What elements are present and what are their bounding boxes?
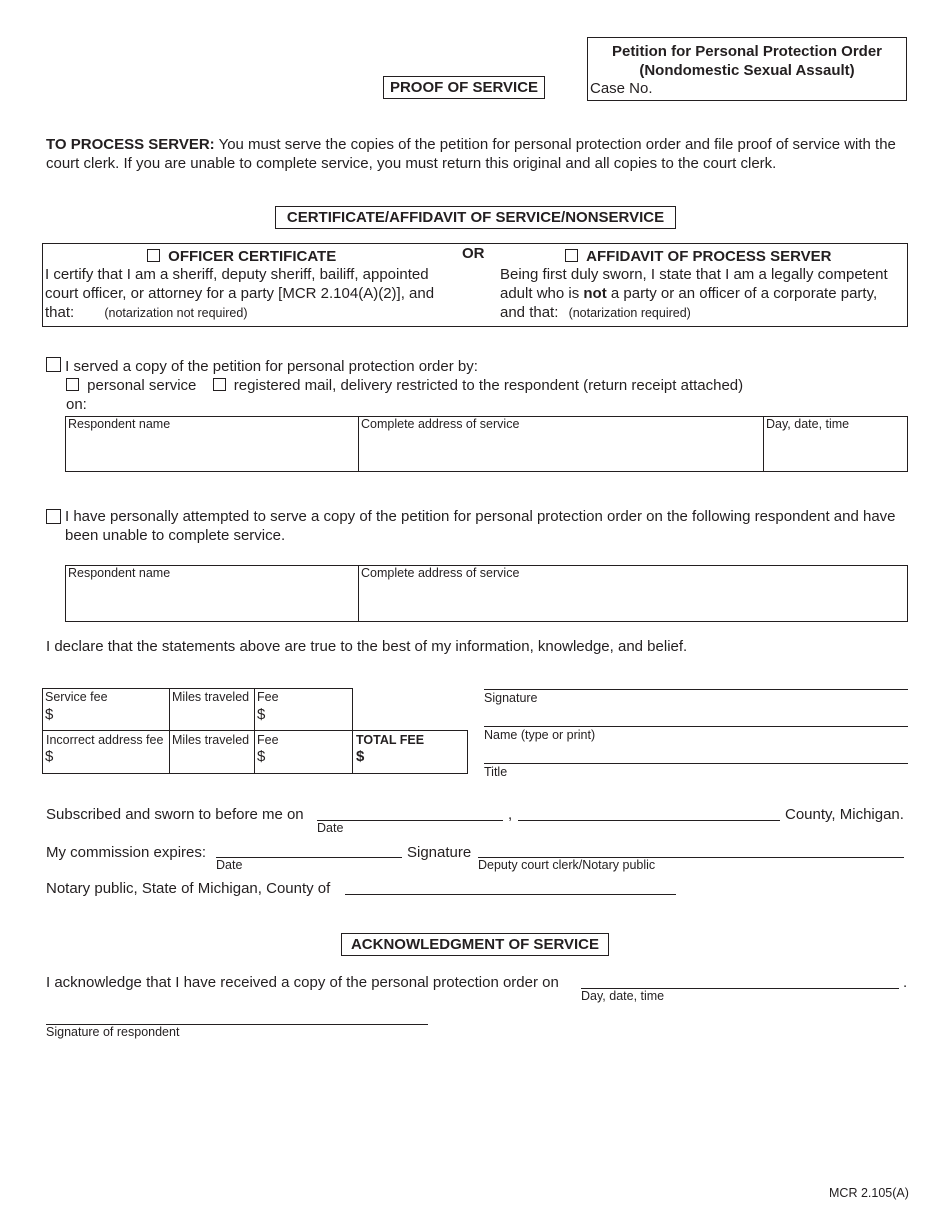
- fee-label-1: Fee: [257, 690, 279, 704]
- case-no-label: Case No.: [590, 80, 653, 97]
- total-fee-label: TOTAL FEE: [356, 733, 425, 747]
- affidavit-checkbox[interactable]: [565, 249, 578, 262]
- attempted-address-field[interactable]: Complete address of service: [361, 566, 520, 580]
- affidavit-title: AFFIDAVIT OF PROCESS SERVER: [586, 248, 832, 265]
- miles-fee-field-1[interactable]: $: [257, 706, 266, 723]
- fee-label-2: Fee: [257, 733, 279, 747]
- form-title-line1: Petition for Personal Protection Order: [611, 43, 883, 60]
- incorrect-address-fee-label: Incorrect address fee: [46, 733, 164, 747]
- personal-service-checkbox[interactable]: [66, 378, 79, 391]
- affidavit-text-before: Being first duly sworn, I state that I am a legally competent adult who is: [500, 266, 888, 302]
- subscribed-date-line[interactable]: [317, 820, 503, 821]
- process-server-instructions: [46, 135, 910, 173]
- notary-signature-label: Signature: [407, 844, 472, 861]
- county-michigan-label: County, Michigan.: [785, 806, 904, 823]
- affidavit-text-bold: not: [583, 285, 607, 302]
- form-title-box: [587, 37, 907, 101]
- name-line[interactable]: [484, 726, 908, 727]
- certificate-type-box: [42, 243, 908, 327]
- attempted-statement: I have personally attempted to serve a copy of the petition for personal protection order on the following respondent and have been unable to complete service.: [65, 508, 896, 544]
- personal-service-label: personal service: [87, 377, 197, 394]
- instructions-text: You must serve the copies of the petition for personal protection order and file proof of service with the court clerk. If you are unable to complete service, you must return this original and all copies to the court clerk.: [46, 136, 896, 172]
- incorrect-address-fee-field[interactable]: $: [45, 748, 54, 765]
- service-method-row: [66, 376, 743, 395]
- subscribed-date-label: Date: [317, 821, 344, 835]
- affidavit-text: [500, 265, 906, 322]
- respondent-signature-label: Signature of respondent: [46, 1025, 180, 1039]
- registered-mail-checkbox[interactable]: [213, 378, 226, 391]
- served-datetime-field[interactable]: Day, date, time: [766, 417, 850, 431]
- notary-county-line[interactable]: [345, 894, 676, 895]
- served-table: [65, 416, 908, 472]
- on-label: on:: [66, 396, 87, 413]
- served-address-field[interactable]: Complete address of service: [361, 417, 520, 431]
- or-label: OR: [462, 245, 485, 262]
- form-title-line2: (Nondomestic Sexual Assault): [639, 62, 855, 79]
- served-checkbox[interactable]: [46, 357, 61, 372]
- miles-traveled-label-2: Miles traveled: [172, 733, 250, 747]
- miles-traveled-label-1: Miles traveled: [172, 690, 250, 704]
- county-line[interactable]: [518, 820, 780, 821]
- proof-of-service-heading: PROOF OF SERVICE: [383, 76, 545, 99]
- officer-certificate-checkbox[interactable]: [147, 249, 160, 262]
- officer-certificate-title: OFFICER CERTIFICATE: [168, 248, 337, 265]
- notary-public-label: Notary public, State of Michigan, County of: [46, 880, 331, 897]
- acknowledgment-heading: ACKNOWLEDGMENT OF SERVICE: [341, 933, 609, 956]
- affidavit-text-after: a party or an officer of a corporate party, and that:: [500, 285, 878, 321]
- attempted-respondent-name-field[interactable]: Respondent name: [68, 566, 171, 580]
- footer-form-code: MCR 2.105(A): [829, 1186, 909, 1200]
- commission-date-line[interactable]: [216, 857, 402, 858]
- declaration-text: I declare that the statements above are true to the best of my information, knowledge, and belief.: [46, 638, 688, 655]
- attempted-row: [46, 507, 912, 545]
- affidavit-option[interactable]: [565, 247, 831, 266]
- service-fee-field[interactable]: $: [45, 706, 54, 723]
- officer-note: (notarization not required): [104, 306, 248, 320]
- deputy-clerk-label: Deputy court clerk/Notary public: [478, 858, 656, 872]
- miles-fee-field-2[interactable]: $: [257, 748, 266, 765]
- served-statement: I served a copy of the petition for personal protection order by:: [65, 358, 478, 375]
- served-statement-row[interactable]: [46, 357, 478, 376]
- acknowledgment-text: I acknowledge that I have received a copy of the personal protection order on: [46, 974, 559, 991]
- acknowledgment-daydate-label: Day, date, time: [581, 989, 665, 1003]
- commission-expires-label: My commission expires:: [46, 844, 207, 861]
- registered-mail-label: registered mail, delivery restricted to the respondent (return receipt attached): [233, 377, 744, 394]
- officer-certificate-text: [45, 265, 465, 322]
- subscribed-label: Subscribed and sworn to before me on: [46, 806, 304, 823]
- officer-text: I certify that I am a sheriff, deputy sheriff, bailiff, appointed court officer, or attorney for a party [MCR 2.104(A)(2)], and that:: [45, 266, 435, 321]
- fee-table: [42, 688, 468, 775]
- title-line[interactable]: [484, 763, 908, 764]
- subscribed-comma: ,: [508, 806, 513, 823]
- attempted-table: [65, 565, 908, 622]
- officer-certificate-option[interactable]: [147, 247, 336, 266]
- signature-label: Signature: [484, 691, 538, 705]
- served-respondent-name-field[interactable]: Respondent name: [68, 417, 171, 431]
- name-label: Name (type or print): [484, 728, 596, 742]
- instructions-lead: TO PROCESS SERVER:: [46, 136, 215, 153]
- signature-line[interactable]: [484, 689, 908, 690]
- total-fee-field[interactable]: $: [356, 748, 365, 765]
- service-fee-label: Service fee: [45, 690, 108, 704]
- title-label: Title: [484, 765, 508, 779]
- acknowledgment-period: .: [903, 974, 908, 991]
- affidavit-note: (notarization required): [568, 306, 691, 320]
- certificate-heading: CERTIFICATE/AFFIDAVIT OF SERVICE/NONSERVICE: [275, 206, 676, 229]
- commission-date-label: Date: [216, 858, 243, 872]
- attempted-checkbox[interactable]: [46, 509, 61, 524]
